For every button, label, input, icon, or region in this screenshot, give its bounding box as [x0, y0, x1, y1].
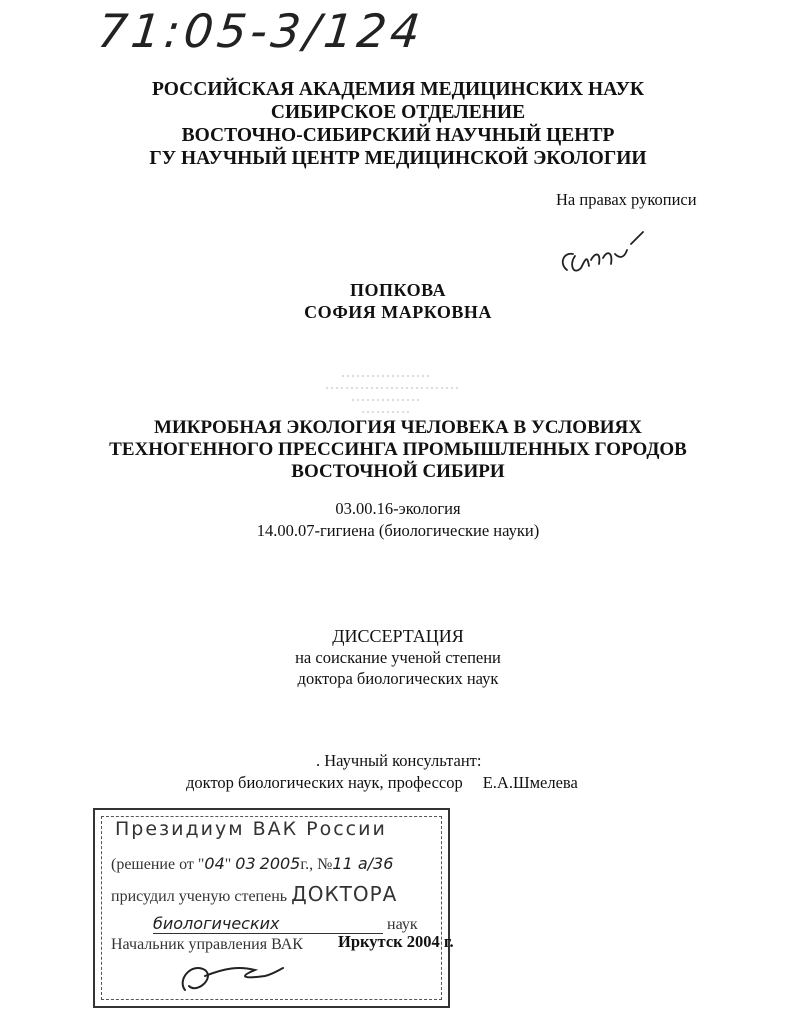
consultant-credentials: доктор биологических наук, профессор [186, 773, 463, 792]
consultant-name: Е.А.Шмелева [482, 773, 578, 792]
decision-quote: " [224, 856, 232, 873]
document-kind: ДИССЕРТАЦИЯ [332, 626, 464, 646]
decision-day: 04 [204, 854, 225, 873]
scientific-consultant [186, 750, 578, 794]
author-given-names: СОФИЯ МАРКОВНА [304, 302, 492, 322]
stamp-awarded-line [111, 882, 397, 906]
dissertation-title [0, 417, 796, 483]
organization-line: ВОСТОЧНО-СИБИРСКИЙ НАУЧНЫЙ ЦЕНТР [181, 125, 615, 146]
organization-line: РОССИЙСКАЯ АКАДЕМИЯ МЕДИЦИНСКИХ НАУК [151, 79, 645, 100]
handwritten-signature-icon [175, 950, 285, 1000]
author-block [0, 279, 796, 323]
specialty-code: 03.00.16-экология [335, 499, 461, 518]
consultant-heading: . Научный консультант: [316, 751, 482, 770]
specialty-code: 14.00.07-гигиена (биологические науки) [256, 521, 540, 540]
degree-purpose: на соискание ученой степени [295, 648, 501, 667]
stamp-decision-line [111, 854, 393, 874]
title-line: ВОСТОЧНОЙ СИБИРИ [291, 461, 505, 482]
vak-presidium-stamp [93, 808, 450, 1008]
author-surname: ПОПКОВА [350, 280, 446, 300]
degree-level: доктора биологических наук [297, 669, 499, 688]
science-field: биологических [153, 914, 383, 934]
stamp-science-line [153, 914, 418, 934]
decision-suffix: г., № [300, 856, 333, 873]
faint-library-stamp-icon [322, 370, 462, 418]
organization-line: СИБИРСКОЕ ОТДЕЛЕНИЕ [270, 102, 526, 123]
decision-year: 2005 [259, 854, 301, 873]
title-line: ТЕХНОГЕННОГО ПРЕССИНГА ПРОМЫШЛЕННЫХ ГОРОДОВ [109, 439, 687, 460]
awarded-text: присудил ученую степень [111, 888, 288, 905]
science-suffix: наук [387, 916, 418, 933]
organization-header [0, 78, 796, 170]
organization-line: ГУ НАУЧНЫЙ ЦЕНТР МЕДИЦИНСКОЙ ЭКОЛОГИИ [149, 148, 647, 169]
consultant-line [186, 772, 578, 794]
decision-month: 03 [235, 854, 256, 873]
city-and-year: Иркутск 2004 г. [338, 932, 454, 951]
stamp-title: Президиум ВАК России [115, 818, 387, 840]
degree-block [0, 626, 796, 689]
library-catalog-number: 71:05-3/124 [95, 4, 427, 58]
specialty-codes [0, 498, 796, 542]
stamp-chief-line: Начальник управления ВАК [111, 936, 303, 953]
awarded-degree: ДОКТОРА [291, 882, 398, 906]
decision-number: 11 а/36 [332, 854, 394, 873]
decision-prefix: (решение от " [111, 856, 205, 873]
title-line: МИКРОБНАЯ ЭКОЛОГИЯ ЧЕЛОВЕКА В УСЛОВИЯХ [154, 417, 642, 438]
manuscript-rights-note: На правах рукописи [556, 190, 697, 209]
